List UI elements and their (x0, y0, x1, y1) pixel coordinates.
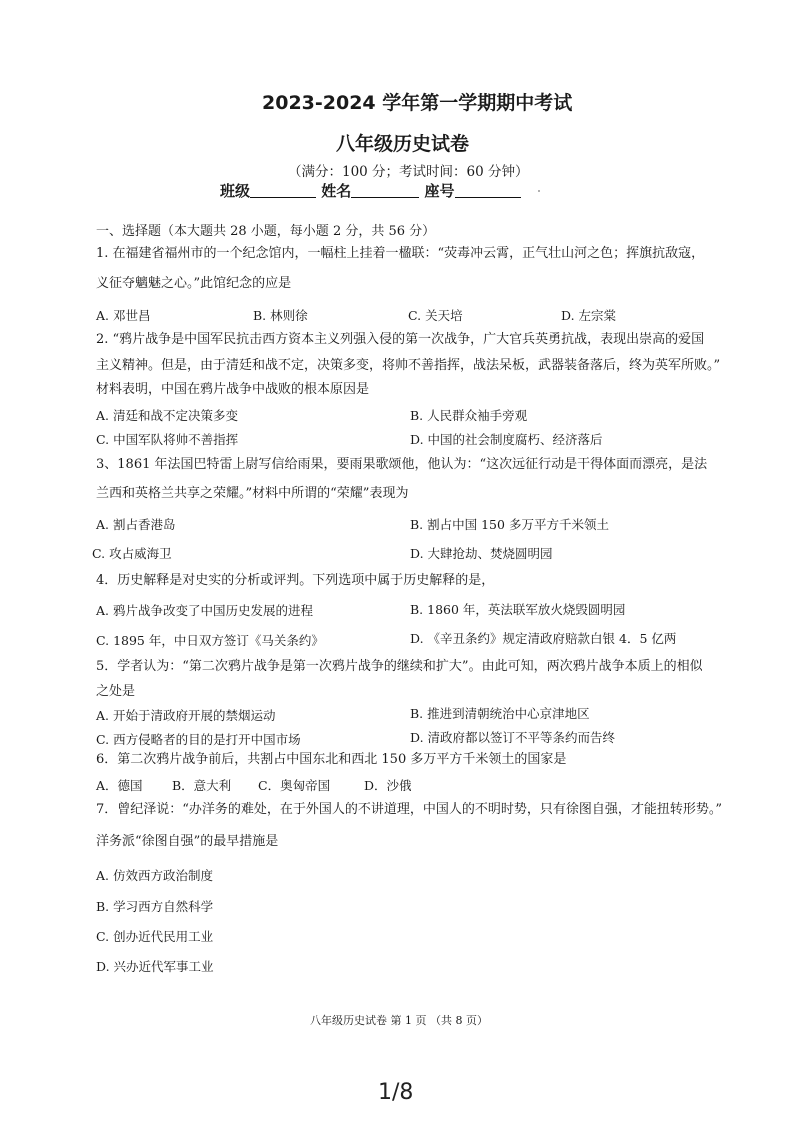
q3-option-a[interactable]: A. 割占香港岛 (96, 517, 176, 532)
question-6-line1: 6．第二次鸦片战争前后，共割占中国东北和西北 150 多万平方千米领土的国家是 (96, 752, 567, 767)
question-3-line2: 兰西和英格兰共享之荣耀。”材料中所谓的“荣耀”表现为 (96, 486, 409, 501)
q5-option-c[interactable]: C. 西方侵略者的目的是打开中国市场 (96, 732, 301, 747)
q7-option-a[interactable]: A. 仿效西方政治制度 (96, 868, 213, 883)
name-blank[interactable] (351, 183, 419, 198)
q6-option-d[interactable]: D．沙俄 (364, 778, 412, 793)
q2-option-c[interactable]: C. 中国军队将帅不善指挥 (96, 432, 239, 447)
q2-option-d[interactable]: D. 中国的社会制度腐朽、经济落后 (410, 432, 603, 447)
student-info-fields (220, 180, 521, 201)
seat-blank[interactable] (455, 183, 521, 198)
question-5-line2: 之处是 (96, 684, 136, 699)
question-1-line1: 1. 在福建省福州市的一个纪念馆内，一幅柱上挂着一楹联：“荧毒冲云霄，正气壮山河之色；挥旗抗敌寇， (96, 246, 705, 261)
q1-option-b[interactable]: B. 林则徐 (253, 308, 308, 323)
question-2-line1: 2. “鸦片战争是中国军民抗击西方资本主义列强入侵的第一次战争，广大官兵英勇抗战，表现出崇高的爱国 (96, 332, 705, 347)
seat-label: 座号 (424, 182, 455, 200)
page-counter: 1/8 (378, 1080, 414, 1105)
q6-option-c[interactable]: C．奥匈帝国 (258, 778, 331, 793)
exam-title: 2023-2024 学年第一学期期中考试 (262, 92, 573, 114)
q3-option-d[interactable]: D. 大肆抢劫、焚烧圆明园 (410, 546, 553, 561)
class-label: 班级 (220, 182, 251, 200)
q4-option-d[interactable]: D. 《辛丑条约》规定清政府赔款白银 4．5 亿两 (410, 631, 677, 646)
q7-option-b[interactable]: B. 学习西方自然科学 (96, 899, 214, 914)
question-5-line1: 5．学者认为：“第二次鸦片战争是第一次鸦片战争的继续和扩大”。由此可知，两次鸦片战争本质上的相似 (96, 659, 703, 674)
q2-option-b[interactable]: B. 人民群众袖手旁观 (410, 408, 528, 423)
question-4-line1: 4．历史解释是对史实的分析或评判。下列选项中属于历史解释的是， (96, 573, 495, 588)
q5-option-b[interactable]: B. 推进到清朝统治中心京津地区 (410, 706, 590, 721)
q5-option-a[interactable]: A. 开始于清政府开展的禁烟运动 (96, 708, 276, 723)
q1-option-c[interactable]: C. 关天培 (408, 308, 463, 323)
class-blank[interactable] (250, 183, 316, 198)
q6-option-b[interactable]: B．意大利 (172, 778, 232, 793)
q4-option-a[interactable]: A. 鸦片战争改变了中国历史发展的进程 (96, 603, 313, 618)
question-7-line2: 洋务派“徐图自强”的最早措施是 (96, 834, 279, 849)
q1-option-a[interactable]: A. 邓世昌 (96, 308, 151, 323)
q6-option-a[interactable]: A．德国 (96, 778, 143, 793)
q4-option-b[interactable]: B. 1860 年，英法联军放火烧毁圆明园 (410, 602, 626, 617)
score-info: （满分：100 分；考试时间：60 分钟） (288, 164, 529, 180)
q4-option-c[interactable]: C. 1895 年，中日双方签订《马关条约》 (96, 633, 324, 648)
name-label: 姓名 (321, 182, 352, 200)
q3-option-c[interactable]: C. 攻占威海卫 (92, 546, 172, 561)
page-footer: 八年级历史试卷 第 1 页 （共 8 页） (310, 1014, 488, 1027)
exam-subtitle: 八年级历史试卷 (336, 133, 470, 155)
question-7-line1: 7．曾纪泽说：“办洋务的难处，在于外国人的不讲道理，中国人的不明时势，只有徐图自强，才能扭转形势。” (96, 802, 723, 817)
q7-option-d[interactable]: D. 兴办近代军事工业 (96, 959, 214, 974)
question-2-line3: 材料表明，中国在鸦片战争中战败的根本原因是 (96, 382, 370, 397)
q3-option-b[interactable]: B. 割占中国 150 多万平方千米领土 (410, 517, 609, 532)
question-2-line2: 主义精神。但是，由于清廷和战不定，决策多变，将帅不善指挥，战法呆板，武器装备落后，终为英军所败。” (96, 358, 721, 373)
section-heading: 一、选择题（本大题共 28 小题，每小题 2 分，共 56 分） (96, 224, 436, 239)
q2-option-a[interactable]: A. 清廷和战不定决策多变 (96, 408, 238, 423)
question-3-line1: 3、1861 年法国巴特雷上尉写信给雨果，要雨果歌颂他，他认为：“这次远征行动是干得体面而漂亮，是法 (96, 457, 708, 472)
q7-option-c[interactable]: C. 创办近代民用工业 (96, 929, 214, 944)
q5-option-d[interactable]: D. 清政府都以签订不平等条约而告终 (410, 730, 616, 745)
q1-option-d[interactable]: D. 左宗棠 (561, 308, 617, 323)
scan-dot (538, 190, 540, 192)
question-1-line2: 义征夺魑魅之心。”此馆纪念的应是 (96, 276, 292, 291)
